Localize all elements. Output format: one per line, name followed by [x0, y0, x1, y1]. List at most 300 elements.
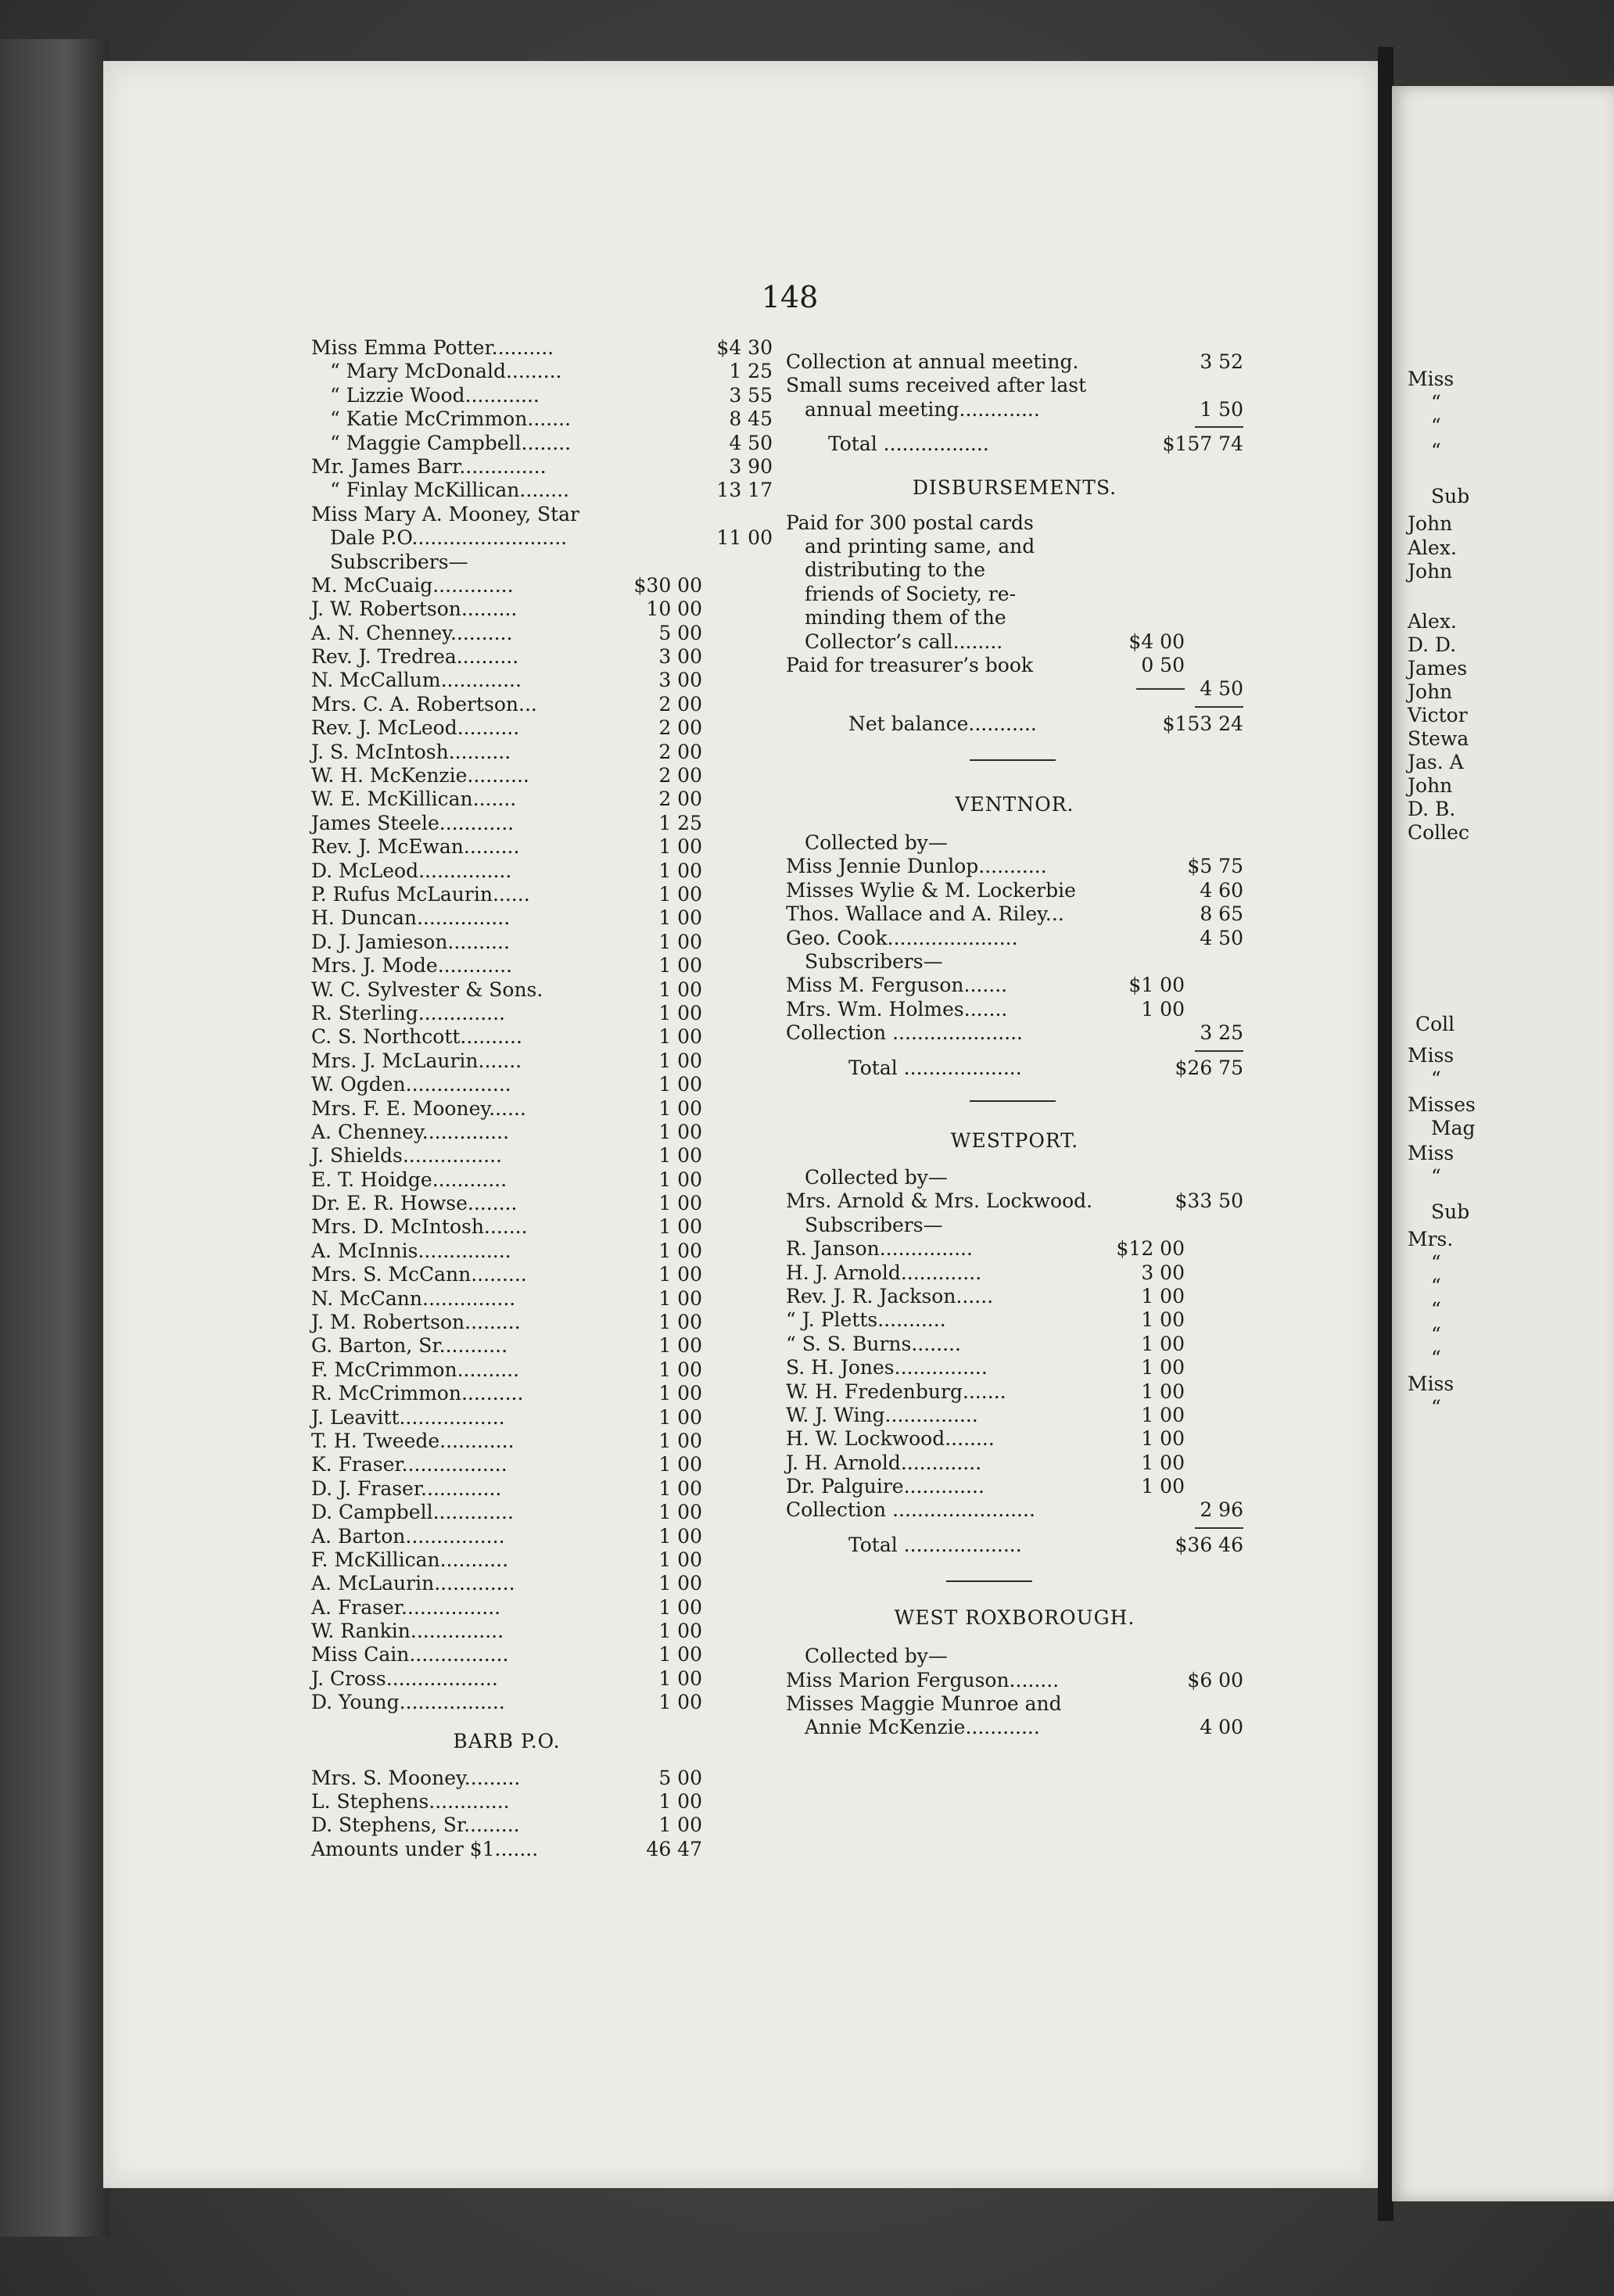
ledger-row	[786, 1427, 1243, 1451]
section-divider	[970, 1100, 1056, 1102]
westport-collection-row	[786, 1498, 1243, 1522]
next-page-fragment: Coll	[1415, 1013, 1455, 1035]
ledger-row	[311, 764, 702, 787]
ledger-row	[311, 859, 702, 883]
next-page-fragment: “	[1431, 1275, 1441, 1297]
disbursement-description	[786, 511, 1243, 630]
ledger-row	[786, 1261, 1243, 1285]
ledger-row	[311, 978, 702, 1002]
ledger-amount: 1 00	[1141, 1284, 1185, 1308]
ventnor-total-amount: $26 75	[1175, 1056, 1243, 1079]
treasurer-book-row	[786, 654, 1243, 677]
ledger-row	[311, 479, 773, 502]
next-page-fragment: “	[1431, 1067, 1441, 1090]
ledger-amount: $5 75	[1187, 855, 1243, 878]
ledger-row	[311, 1121, 702, 1144]
page-number: 148	[761, 280, 819, 314]
disbursements-heading: DISBURSEMENTS.	[912, 475, 1117, 499]
ledger-name: Dr. Palguire.............	[786, 1475, 985, 1498]
ledger-amount: 1 00	[658, 1144, 702, 1168]
next-page-fragment: Misses	[1408, 1093, 1476, 1116]
ledger-amount: 10 00	[646, 597, 702, 621]
ledger-amount: 1 00	[658, 1311, 702, 1334]
ledger-name: D. J. Jamieson..........	[311, 930, 510, 953]
ledger-row	[786, 1308, 1243, 1332]
ledger-name: Mr. James Barr..............	[311, 454, 547, 478]
ledger-amount: 1 00	[658, 954, 702, 978]
ledger-name: F. McKillican...........	[311, 1548, 509, 1571]
right-column	[786, 350, 1243, 1740]
ledger-amount: 1 00	[658, 1239, 702, 1262]
ledger-row	[311, 787, 702, 811]
westport-collector-row	[786, 1189, 1243, 1213]
ledger-amount: 46 47	[646, 1837, 702, 1860]
ledger-name: “ S. S. Burns........	[786, 1332, 961, 1355]
ledger-name: W. H. McKenzie..........	[311, 764, 529, 787]
ledger-row	[311, 1382, 702, 1405]
ventnor-subscribers	[786, 974, 1243, 1021]
disbursement-text: and printing same, and	[805, 534, 1035, 558]
ledger-amount: 1 00	[658, 1358, 702, 1381]
ledger-amount: $4 30	[716, 336, 773, 359]
ledger-name: W. C. Sylvester & Sons.	[311, 978, 543, 1001]
ledger-row	[786, 1475, 1243, 1498]
ledger-name: J. W. Robertson.........	[311, 597, 518, 621]
ledger-name: Miss Emma Potter..........	[311, 336, 554, 359]
next-page-fragment: “	[1431, 1165, 1441, 1188]
ledger-row	[311, 645, 702, 669]
ledger-name: J. Leavitt.................	[311, 1405, 505, 1429]
ledger-amount: 1 00	[658, 859, 702, 882]
ventnor-rule	[1195, 1050, 1243, 1052]
westrox-marion-amount: $6 00	[1187, 1668, 1243, 1692]
next-page-fragment: Miss	[1408, 1372, 1454, 1395]
ledger-name: J. M. Robertson.........	[311, 1311, 521, 1334]
section-divider	[970, 759, 1056, 761]
next-page-fragment: Alex.	[1408, 536, 1457, 559]
ledger-amount: 1 00	[1141, 1451, 1185, 1474]
ledger-amount: 8 65	[1200, 902, 1243, 926]
ledger-amount: 4 50	[729, 431, 773, 454]
subscribers-label-line	[311, 551, 773, 574]
ledger-name: D. McLeod...............	[311, 859, 512, 882]
ledger-amount: 5 00	[658, 1766, 702, 1789]
ledger-row	[786, 855, 1243, 878]
westrox-annie-label: Annie McKenzie............	[805, 1716, 1040, 1739]
ledger-amount: 1 25	[729, 360, 773, 383]
ledger-amount: 1 00	[658, 1620, 702, 1643]
ledger-name: N. McCallum.............	[311, 669, 522, 692]
ledger-row	[786, 1356, 1243, 1379]
ledger-name: Thos. Wallace and A. Riley...	[786, 902, 1064, 926]
disbursement-text-line	[786, 558, 1091, 582]
ledger-row	[311, 1002, 702, 1025]
ledger-name: H. Duncan...............	[311, 906, 511, 930]
ledger-amount: 1 00	[1141, 1332, 1185, 1355]
disbursement-text: friends of Society, re-	[805, 582, 1017, 605]
westport-collected-by: Collected by—	[805, 1165, 948, 1189]
ledger-row	[311, 1525, 702, 1548]
ledger-row	[311, 812, 702, 835]
next-page-fragment: D. B.	[1408, 798, 1456, 820]
disbursement-total-row	[786, 677, 1243, 701]
ledger-row	[311, 716, 702, 740]
disbursement-text-line	[786, 606, 1091, 630]
ledger-row	[311, 1334, 702, 1358]
ledger-name: Mrs. F. E. Mooney......	[311, 1096, 526, 1120]
next-page-fragment: Jas. A	[1408, 751, 1464, 773]
ledger-row	[311, 1311, 702, 1334]
ledger-row	[786, 1237, 1243, 1261]
small-sums-amount: 1 50	[1200, 397, 1243, 421]
ledger-row	[311, 1263, 702, 1286]
ledger-amount: 3 00	[658, 645, 702, 669]
ledger-row	[311, 1192, 702, 1215]
annual-meeting-label: annual meeting.............	[805, 397, 1040, 421]
ledger-name: Mrs. J. Mode............	[311, 954, 513, 978]
ledger-amount: 1 00	[658, 1215, 702, 1239]
donor-list-top	[311, 336, 773, 551]
westport-collection-label: Collection .......................	[786, 1498, 1035, 1522]
ledger-name: Miss Jennie Dunlop...........	[786, 855, 1047, 878]
next-page-fragment: Collec	[1408, 821, 1469, 844]
disbursement-rule	[1136, 688, 1185, 690]
disbursement-text: distributing to the	[805, 558, 986, 582]
ledger-row	[311, 1287, 702, 1311]
disbursement-text: minding them of the	[805, 606, 1006, 630]
ventnor-subscribers-label: Subscribers—	[805, 950, 943, 974]
next-page-fragment: “	[1431, 1323, 1441, 1346]
ledger-row	[786, 1404, 1243, 1427]
ledger-name: Mrs. S. Mooney.........	[311, 1766, 521, 1789]
ledger-amount: 1 00	[658, 1405, 702, 1429]
next-page-fragment: James	[1408, 657, 1468, 680]
ledger-amount: 1 00	[658, 1168, 702, 1191]
ledger-row	[311, 574, 702, 597]
ledger-row	[311, 835, 702, 859]
ledger-name: K. Fraser.................	[311, 1453, 508, 1476]
ledger-name: A. Barton................	[311, 1524, 505, 1548]
ledger-name: J. S. McIntosh..........	[311, 740, 511, 763]
ledger-amount: 1 00	[658, 1382, 702, 1405]
ledger-amount: 1 00	[658, 1476, 702, 1500]
ledger-row	[311, 1477, 702, 1501]
ledger-row	[311, 455, 773, 479]
ledger-name: H. W. Lockwood........	[786, 1427, 995, 1451]
ledger-amount: 1 25	[658, 811, 702, 834]
westport-subscribers-label: Subscribers—	[805, 1213, 943, 1236]
westport-total-label: Total ...................	[848, 1533, 1022, 1556]
ledger-amount: 1 00	[658, 1096, 702, 1120]
ledger-row	[311, 1097, 702, 1121]
next-page-fragment: John	[1408, 774, 1453, 797]
ledger-name: James Steele............	[311, 811, 515, 834]
ledger-amount: 1 00	[1141, 1475, 1185, 1498]
ledger-amount: 1 00	[658, 1813, 702, 1837]
ventnor-heading: VENTNOR.	[955, 793, 1074, 816]
disbursement-text: Paid for 300 postal cards	[786, 511, 1034, 534]
ledger-row	[311, 503, 773, 526]
ledger-name: Mrs. C. A. Robertson...	[311, 692, 537, 716]
ledger-row	[311, 1073, 702, 1096]
ledger-row	[311, 741, 702, 764]
west-roxborough-heading: WEST ROXBOROUGH.	[894, 1606, 1135, 1630]
westport-total-amount: $36 46	[1175, 1533, 1243, 1556]
ledger-row	[311, 1548, 702, 1572]
next-page-fragment: Miss	[1408, 1044, 1454, 1067]
small-sums-row-2	[786, 398, 1243, 422]
ventnor-total-label: Total ...................	[848, 1056, 1022, 1079]
next-page-fragment: Miss	[1408, 368, 1454, 390]
ledger-name: W. Rankin...............	[311, 1620, 504, 1643]
ledger-amount: 1 00	[658, 906, 702, 930]
section-divider	[946, 1580, 1032, 1582]
ledger-amount: 1 00	[658, 1691, 702, 1714]
book-binding	[0, 39, 109, 2237]
westport-heading: WESTPORT.	[950, 1128, 1079, 1152]
ledger-name: A. McInnis...............	[311, 1239, 511, 1262]
ledger-amount: 8 45	[729, 407, 773, 431]
small-sums-row-1	[786, 374, 1243, 397]
next-page-fragment: “	[1431, 1298, 1441, 1321]
next-page-fragment: John	[1408, 560, 1453, 583]
collector-call-amount: $4 00	[1128, 630, 1185, 653]
ledger-name: Rev. J. McEwan.........	[311, 835, 520, 859]
next-page-fragment: “	[1431, 1347, 1441, 1369]
ledger-row	[311, 1025, 702, 1049]
ledger-amount: 1 00	[1141, 1379, 1185, 1403]
ledger-name: Rev. J. Tredrea..........	[311, 645, 519, 669]
ledger-amount: 1 00	[658, 1790, 702, 1813]
ledger-row	[311, 931, 702, 954]
ledger-row	[311, 1667, 702, 1691]
collection-annual-amount: 3 52	[1200, 350, 1243, 373]
ledger-amount: 3 90	[729, 454, 773, 478]
ledger-amount: 1 00	[658, 835, 702, 859]
ledger-name: W. J. Wing...............	[786, 1403, 978, 1426]
ledger-amount: 1 00	[658, 930, 702, 953]
westrox-row-2	[786, 1692, 1243, 1716]
disbursement-total-amount: 4 50	[1200, 677, 1243, 701]
next-page-fragment: D. D.	[1408, 633, 1457, 656]
ledger-row	[311, 1239, 702, 1263]
westport-total-row	[786, 1534, 1243, 1557]
westport-collector-amount: $33 50	[1175, 1189, 1243, 1213]
ledger-row	[311, 954, 702, 978]
next-page-fragment: Sub	[1431, 1200, 1470, 1223]
ledger-row	[311, 1813, 702, 1837]
net-balance-label: Net balance...........	[848, 712, 1037, 735]
ledger-row	[311, 1838, 702, 1861]
ledger-amount: 1 00	[658, 1001, 702, 1024]
ledger-amount: 3 00	[658, 669, 702, 692]
ledger-row	[311, 1406, 702, 1430]
westrox-collected-by-row	[786, 1645, 1243, 1668]
ledger-amount: 1 00	[1141, 1356, 1185, 1379]
ledger-row	[786, 1333, 1243, 1356]
ledger-row	[311, 1596, 702, 1620]
ledger-amount: 1 00	[658, 1049, 702, 1072]
ledger-amount: 3 55	[729, 383, 773, 407]
ledger-row	[311, 384, 773, 407]
ledger-row	[786, 1451, 1243, 1475]
ledger-amount: 1 00	[658, 1025, 702, 1049]
ledger-row	[311, 1691, 702, 1714]
ledger-name: A. McLaurin.............	[311, 1572, 515, 1595]
ledger-amount: 2 00	[658, 740, 702, 763]
ledger-amount: 1 00	[658, 1595, 702, 1619]
westrox-row-3	[786, 1716, 1243, 1739]
westport-collection-amount: 2 96	[1200, 1498, 1243, 1522]
ledger-row	[786, 902, 1243, 926]
next-page-fragment: Miss	[1408, 1142, 1454, 1164]
ventnor-collection-row	[786, 1021, 1243, 1045]
ledger-name: “ Finlay McKillican........	[330, 479, 569, 502]
ledger-amount: 1 00	[658, 1524, 702, 1548]
page-gutter	[1378, 47, 1393, 2221]
westport-collected-by-row	[786, 1166, 1243, 1189]
ledger-name: W. E. McKillican.......	[311, 787, 517, 811]
left-column	[311, 336, 773, 1861]
ledger-row	[311, 1620, 702, 1643]
ledger-name: E. T. Hoidge............	[311, 1168, 508, 1191]
next-page-fragment: Mag	[1431, 1117, 1476, 1139]
ledger-name: M. McCuaig.............	[311, 573, 514, 597]
collection-annual-row	[786, 350, 1243, 374]
ledger-row	[311, 1049, 702, 1073]
ledger-amount: 2 00	[658, 764, 702, 787]
ledger-name: Amounts under $1.......	[311, 1837, 539, 1860]
westrox-collected-by: Collected by—	[805, 1645, 948, 1668]
ledger-amount: 5 00	[658, 621, 702, 644]
ledger-row	[786, 998, 1243, 1021]
ledger-name: W. Ogden.................	[311, 1073, 511, 1096]
ledger-name: Misses Wylie & M. Lockerbie	[786, 878, 1076, 902]
next-page-fragment: Sub	[1431, 485, 1470, 508]
ledger-row	[786, 927, 1243, 950]
ledger-amount: 1 00	[1141, 1427, 1185, 1451]
next-page-fragment: “	[1431, 1251, 1441, 1274]
next-page-fragment: “	[1431, 1396, 1441, 1419]
ledger-amount: 4 50	[1200, 926, 1243, 949]
ledger-amount: 1 00	[658, 1643, 702, 1666]
collector-call-label: Collector’s call........	[805, 630, 1003, 653]
next-page-fragment: Victor	[1408, 704, 1468, 726]
next-page-fragment: Mrs.	[1408, 1228, 1454, 1250]
ledger-row	[311, 906, 702, 930]
ledger-row	[311, 1790, 702, 1813]
barb-list	[311, 1767, 702, 1862]
ledger-name: “ Mary McDonald.........	[330, 360, 562, 383]
collector-call-row	[786, 630, 1243, 654]
ledger-amount: 1 00	[658, 1286, 702, 1310]
ledger-name: Miss Mary A. Mooney, Star	[311, 502, 579, 526]
ledger-name: D. Stephens, Sr.........	[311, 1813, 520, 1837]
ledger-amount: $1 00	[1128, 974, 1185, 997]
ledger-name: A. Chenney..............	[311, 1120, 510, 1143]
ventnor-collectors	[786, 855, 1243, 950]
ledger-name: N. McCann...............	[311, 1286, 516, 1310]
ledger-row	[311, 1215, 702, 1239]
ledger-row	[311, 1144, 702, 1168]
ledger-row	[311, 407, 773, 431]
westrox-annie-amount: 4 00	[1200, 1716, 1243, 1739]
ledger-amount: 2 00	[658, 787, 702, 811]
westrox-row-1	[786, 1669, 1243, 1692]
ledger-amount: 13 17	[716, 479, 773, 502]
ledger-name: Rev. J. R. Jackson......	[786, 1284, 994, 1308]
ledger-amount: 1 00	[658, 978, 702, 1001]
ledger-name: G. Barton, Sr...........	[311, 1334, 508, 1358]
ledger-name: D. Campbell.............	[311, 1501, 514, 1524]
ledger-row	[786, 1285, 1243, 1308]
ledger-name: L. Stephens.............	[311, 1790, 510, 1813]
ledger-name: Miss M. Ferguson.......	[786, 974, 1008, 997]
ledger-amount: 1 00	[658, 1192, 702, 1215]
ventnor-collected-by-row	[786, 831, 1243, 855]
ledger-row	[786, 879, 1243, 902]
treasurer-book-amount: 0 50	[1141, 653, 1185, 676]
westport-subscribers-label-row	[786, 1214, 1243, 1237]
ledger-amount: 2 00	[658, 692, 702, 716]
ledger-name: D. J. Fraser.............	[311, 1476, 502, 1500]
disbursement-text-line	[786, 511, 1091, 535]
ventnor-total-row	[786, 1057, 1243, 1080]
ledger-name: T. H. Tweede............	[311, 1429, 515, 1452]
ventnor-collected-by: Collected by—	[805, 831, 948, 855]
ledger-amount: 1 00	[1141, 997, 1185, 1021]
ledger-row	[311, 1501, 702, 1524]
next-page-fragment: Stewa	[1408, 727, 1469, 750]
westport-subscribers	[786, 1237, 1243, 1498]
ledger-name: H. J. Arnold.............	[786, 1261, 982, 1284]
total-rule	[1195, 426, 1243, 428]
ledger-name: D. Young.................	[311, 1691, 505, 1714]
treasurer-book-label: Paid for treasurer’s book	[786, 653, 1034, 676]
ledger-row	[311, 1168, 702, 1192]
ledger-amount: 1 00	[658, 1334, 702, 1358]
total-label: Total .................	[828, 432, 989, 456]
ledger-name: Rev. J. McLeod..........	[311, 716, 520, 740]
ledger-name: Mrs. Wm. Holmes.......	[786, 997, 1008, 1021]
ledger-row	[311, 1572, 702, 1595]
ledger-amount: 2 00	[658, 716, 702, 740]
collection-annual-label: Collection at annual meeting.	[786, 350, 1079, 373]
small-sums-label: Small sums received after last	[786, 374, 1087, 397]
ledger-name: Dr. E. R. Howse........	[311, 1192, 518, 1215]
ledger-name: Miss Cain................	[311, 1643, 509, 1666]
ledger-amount: 1 00	[658, 1120, 702, 1143]
next-page-fragment: “	[1431, 391, 1441, 414]
ledger-name: “ Lizzie Wood............	[330, 383, 540, 407]
ledger-name: R. McCrimmon..........	[311, 1382, 524, 1405]
ledger-amount: 1 00	[658, 1572, 702, 1595]
ledger-name: “ Maggie Campbell........	[330, 431, 572, 454]
ledger-amount: 11 00	[716, 526, 773, 550]
ledger-row	[311, 883, 702, 906]
ledger-name: F. McCrimmon..........	[311, 1358, 520, 1381]
ledger-row	[786, 974, 1243, 997]
ledger-name: C. S. Northcott..........	[311, 1025, 522, 1049]
ledger-amount: 1 00	[658, 1501, 702, 1524]
ledger-name: Geo. Cook.....................	[786, 926, 1018, 949]
ledger-row	[311, 1358, 702, 1382]
ledger-row	[311, 360, 773, 383]
ledger-row	[311, 622, 702, 645]
ledger-name: Dale P.O.........................	[330, 526, 568, 550]
ledger-name: “ Katie McCrimmon.......	[330, 407, 571, 431]
ledger-amount: 1 00	[658, 1548, 702, 1571]
